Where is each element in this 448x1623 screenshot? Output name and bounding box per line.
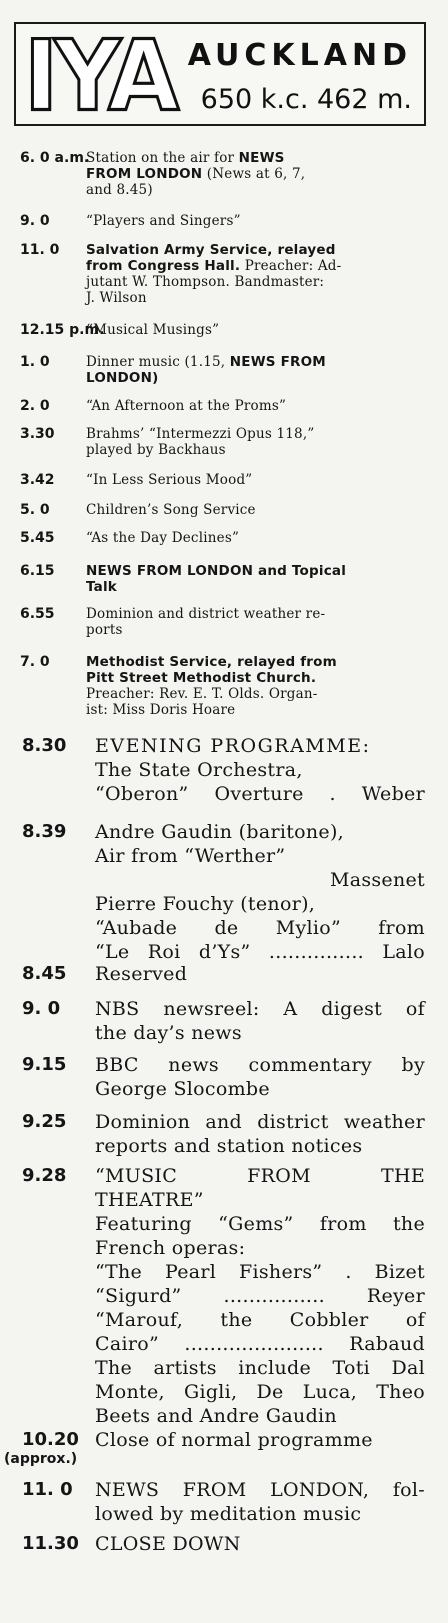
description-line: THEATRE” (95, 1189, 204, 1211)
description-line (86, 654, 430, 670)
entry-time: 10.20 (22, 1429, 79, 1450)
description-line (86, 606, 430, 622)
description-line: Featuring “Gems” from the (95, 1213, 425, 1235)
text-segment: J. Wilson (86, 290, 147, 306)
description-line: the day’s news (95, 1022, 242, 1044)
entry-description (95, 820, 425, 964)
description-line: “Sigurd” ................ Reyer (95, 1285, 425, 1307)
text-segment: Dinner music (1.15, (86, 354, 230, 370)
text-segment: Brahms’ “Intermezzi Opus 118,” (86, 426, 315, 442)
description-line (86, 150, 430, 166)
entry-time: 5. 0 (20, 502, 50, 518)
description-line: EVENING PROGRAMME: (95, 735, 371, 757)
call-sign: IYA (24, 19, 176, 134)
description-line (86, 472, 430, 488)
entry-description (95, 1164, 425, 1428)
bold-text: Pitt Street Methodist Church. (86, 670, 317, 686)
entry-description (95, 1428, 425, 1452)
text-segment: ist: Miss Doris Hoare (86, 702, 236, 718)
entry-description (86, 322, 430, 338)
description-line (86, 702, 430, 718)
description-line (86, 442, 430, 458)
description-line: Close of normal programme (95, 1429, 373, 1451)
entry-time: 8.30 (22, 735, 67, 756)
entry-description (86, 213, 430, 229)
description-line (86, 426, 430, 442)
text-segment: Preacher: Rev. E. T. Olds. Organ- (86, 686, 318, 702)
entry-description (86, 150, 430, 198)
text-segment: “As the Day Declines” (86, 530, 240, 546)
text-segment: “Players and Singers” (86, 213, 241, 229)
text-segment: jutant W. Thompson. Bandmaster: (86, 274, 325, 290)
entry-description (86, 242, 430, 306)
station-header-box (14, 19, 426, 134)
entry-time: 7. 0 (20, 654, 50, 670)
description-line (86, 579, 430, 595)
description-line: Air from “Werther” (95, 845, 286, 867)
entry-time: 9. 0 (20, 213, 50, 229)
entry-time: 12.15 p.m. (20, 322, 105, 338)
description-line (86, 242, 430, 258)
description-line: “MUSIC FROM THE (95, 1165, 425, 1187)
text-segment: “An Afternoon at the Proms” (86, 398, 287, 414)
entry-time: 6. 0 a.m. (20, 150, 90, 166)
entry-time: 2. 0 (20, 398, 50, 414)
description-line: “Le Roi d’Ys” ............... Lalo (95, 941, 425, 963)
description-line: reports and station notices (95, 1135, 363, 1157)
description-line (86, 322, 430, 338)
entry-time: 8.45 (22, 963, 67, 984)
entry-description (95, 1110, 425, 1158)
bold-text: NEWS FROM LONDON and Topical (86, 563, 347, 579)
entry-time: 11. 0 (20, 242, 60, 258)
entry-time: 8.39 (22, 821, 67, 842)
entry-time: 3.30 (20, 426, 55, 442)
description-line: George Slocombe (95, 1078, 270, 1100)
description-line (86, 502, 430, 518)
entry-time: 11. 0 (22, 1479, 73, 1500)
text-segment: played by Backhaus (86, 442, 226, 458)
bold-text: Salvation Army Service, relayed (86, 242, 336, 258)
text-segment: ports (86, 622, 123, 638)
description-line (86, 686, 430, 702)
entry-time: 11.30 (22, 1533, 79, 1554)
approx-note: (approx.) (4, 1451, 78, 1467)
description-line: Andre Gaudin (baritone), (95, 821, 345, 843)
description-line (86, 563, 430, 579)
description-line: The artists include Toti Dal (95, 1357, 425, 1379)
description-line: CLOSE DOWN (95, 1533, 241, 1555)
entry-description (86, 606, 430, 638)
description-line: NEWS FROM LONDON, fol- (95, 1479, 425, 1501)
entry-time: 3.42 (20, 472, 55, 488)
entry-description (86, 502, 430, 518)
description-line (86, 290, 430, 306)
text-segment: and 8.45) (86, 182, 153, 198)
entry-description (86, 563, 430, 595)
entry-time: 9.25 (22, 1111, 67, 1132)
description-line: NBS newsreel: A digest of (95, 998, 425, 1020)
entry-time: 9.28 (22, 1165, 67, 1186)
description-line: “Marouf, the Cobbler of (95, 1309, 425, 1331)
text-segment: Dominion and district weather re- (86, 606, 326, 622)
entry-description (95, 997, 425, 1045)
description-line (86, 182, 430, 198)
bold-text: NEWS (238, 150, 285, 166)
description-line: French operas: (95, 1237, 246, 1259)
text-segment: Children’s Song Service (86, 502, 256, 518)
entry-description (86, 654, 430, 718)
description-line (86, 274, 430, 290)
entry-time: 9. 0 (22, 998, 61, 1019)
description-line (86, 354, 430, 370)
description-line: Monte, Gigli, De Luca, Theo (95, 1381, 425, 1403)
bold-text: FROM LONDON (86, 166, 203, 182)
entry-description (95, 1478, 425, 1526)
description-line: Cairo” ...................... Rabaud (95, 1333, 425, 1355)
entry-time: 5.45 (20, 530, 55, 546)
entry-time: 6.55 (20, 606, 55, 622)
description-line: The State Orchestra, (95, 759, 303, 781)
description-line (86, 370, 430, 386)
entry-description (86, 354, 430, 386)
description-line: Pierre Fouchy (tenor), (95, 893, 316, 915)
entry-time: 9.15 (22, 1054, 67, 1075)
description-line: Reserved (95, 963, 188, 985)
entry-time: 1. 0 (20, 354, 50, 370)
bold-text: Methodist Service, relayed from (86, 654, 337, 670)
entry-description (86, 426, 430, 458)
description-line (86, 670, 430, 686)
text-segment: Station on the air for (86, 150, 239, 166)
entry-description (95, 1532, 425, 1556)
description-line: Dominion and district weather (95, 1111, 425, 1133)
entry-description (86, 472, 430, 488)
description-line: Beets and Andre Gaudin (95, 1405, 337, 1427)
entry-time: 6.15 (20, 563, 55, 579)
entry-description (95, 962, 425, 986)
description-line: BBC news commentary by (95, 1054, 425, 1076)
bold-text: from Congress Hall. (86, 258, 241, 274)
text-segment: “Musical Musings” (86, 322, 220, 338)
text-segment: “In Less Serious Mood” (86, 472, 253, 488)
description-line (86, 213, 430, 229)
entry-description (95, 734, 425, 806)
bold-text: NEWS FROM (229, 354, 326, 370)
entry-description (95, 1053, 425, 1101)
text-segment: (News at 6, 7, (202, 166, 306, 182)
bold-text: Talk (86, 579, 117, 595)
text-segment: Preacher: Ad- (240, 258, 342, 274)
description-line (86, 622, 430, 638)
description-line (86, 398, 430, 414)
description-line: lowed by meditation music (95, 1503, 362, 1525)
description-line: “The Pearl Fishers” . Bizet (95, 1261, 425, 1283)
description-line (86, 166, 430, 182)
description-line: “Oberon” Overture . Weber (95, 783, 425, 805)
description-line: “Aubade de Mylio” from (95, 917, 425, 939)
description-line: Massenet (329, 869, 425, 891)
bold-text: LONDON) (86, 370, 159, 386)
description-line (86, 258, 430, 274)
description-line (86, 530, 430, 546)
station-city: AUCKLAND (187, 38, 412, 73)
station-frequency: 650 k.c. 462 m. (200, 84, 412, 115)
entry-description (86, 530, 430, 546)
entry-description (86, 398, 430, 414)
